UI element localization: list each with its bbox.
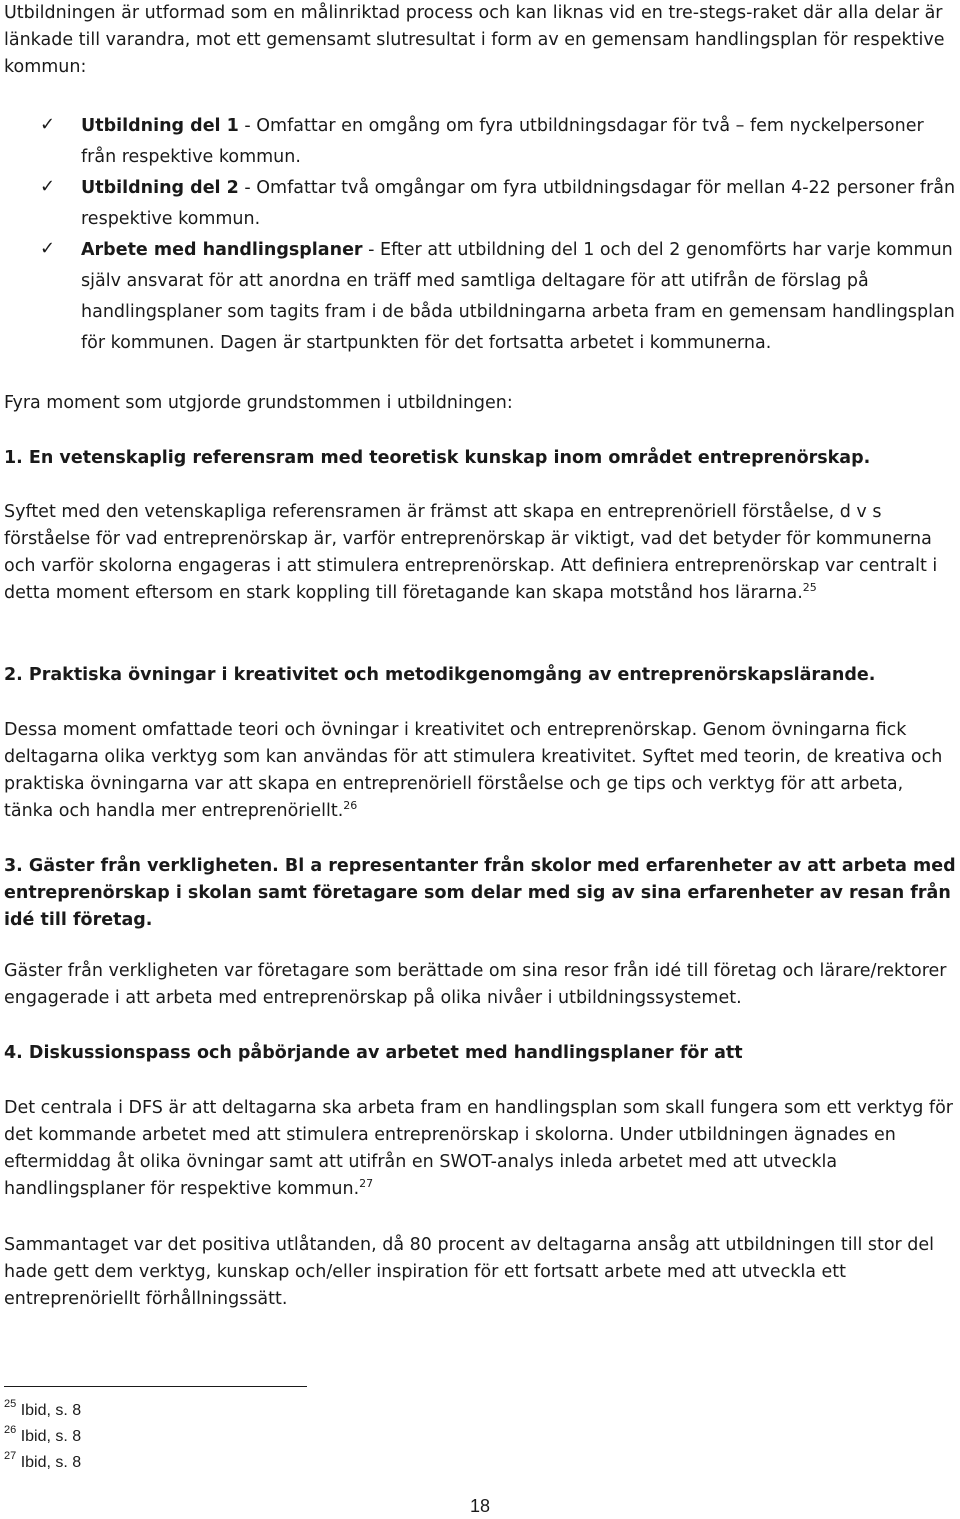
section-1-body	[4, 499, 956, 607]
checklist-item-text	[81, 173, 956, 235]
footnote-text: Ibid, s. 8	[16, 1428, 82, 1445]
checkmark-icon: ✓	[40, 238, 56, 259]
checklist-item-title: Utbildning del 1	[81, 116, 239, 136]
checkmark-icon: ✓	[40, 176, 56, 197]
checklist-item-description: - Efter att utbildning del 1 och del 2 genomförts har varje kommun själv ansvarat för att anordna en träff med samtliga deltagare för att utifrån de förslag på handlingsplaner som tagits fram i de båda utbildningarna arbeta fram en gemensam handlingsplan för kommunen. Dagen är startpunkten för det fortsatta arbetet i kommunerna.	[81, 240, 955, 353]
footnote-26	[4, 1424, 81, 1450]
section-3-body: Gäster från verkligheten var företagare som berättade om sina resor från idé till företag och lärare/rektorer engagerade i att arbeta med entreprenörskap på olika nivåer i utbildningssystemet.	[4, 961, 947, 1008]
footnotes	[4, 1398, 81, 1476]
checklist-item-text	[81, 111, 956, 173]
conclusion-paragraph: Sammantaget var det positiva utlåtanden, då 80 procent av deltagarna ansåg att utbildningen till stor del hade gett dem verktyg, kunskap och/eller inspiration för ett fortsatt arbete med att utveckla ett entreprenöriellt förhållningssätt.	[4, 1235, 935, 1309]
section-4-body	[4, 1095, 956, 1203]
footnote-text: Ibid, s. 8	[16, 1402, 82, 1419]
section-1-heading: 1. En vetenskaplig referensram med teoretisk kunskap inom området entreprenörskap.	[4, 448, 871, 468]
checklist-item-title: Utbildning del 2	[81, 178, 239, 198]
section-4-body-text: Det centrala i DFS är att deltagarna ska arbeta fram en handlingsplan som skall fungera som ett verktyg för det kommande arbetet med att stimulera entreprenörskap i skolorna. Under utbildningen ägnades en eftermiddag åt olika övningar samt att utifrån en SWOT-analys inleda arbetet med att utveckla handlingsplaner för respektive kommun.	[4, 1098, 953, 1199]
section-4-heading: 4. Diskussionspass och påbörjande av arbetet med handlingsplaner för att	[4, 1043, 743, 1063]
footnote-number: 26	[4, 1424, 17, 1436]
checklist-item-title: Arbete med handlingsplaner	[81, 240, 363, 260]
checklist-item-description: - Omfattar två omgångar om fyra utbildningsdagar för mellan 4-22 personer från respektive kommun.	[81, 178, 956, 229]
section-2-body-text: Dessa moment omfattade teori och övningar i kreativitet och entreprenörskap. Genom övningarna fick deltagarna olika verktyg som kan användas för att stimulera kreativitet. Syftet med teorin, de kreativa och praktiska övningarna var att skapa en entreprenöriell förståelse och ge tips och verktyg för att arbeta, tänka och handla mer entreprenöriellt.	[4, 720, 943, 821]
section-3-heading: 3. Gäster från verkligheten. Bl a representanter från skolor med erfarenheter av att arbeta med entreprenörskap i skolan samt företagare som delar med sig av sina erfarenheter av resan från idé till företag.	[4, 856, 956, 930]
footnote-ref-26: 26	[343, 799, 358, 812]
footnote-27	[4, 1450, 81, 1476]
moments-intro: Fyra moment som utgjorde grundstommen i utbildningen:	[4, 393, 513, 413]
footnote-25	[4, 1398, 81, 1424]
section-1-body-text: Syftet med den vetenskapliga referensramen är främst att skapa en entreprenöriell förståelse, d v s förståelse för vad entreprenörskap är, varför entreprenörskap är viktigt, vad det betyder för kommunerna och varför skolorna engageras i att stimulera entreprenörskap. Att definiera entreprenörskap var centralt i detta moment eftersom en stark koppling till företagande kan skapa motstånd hos lärarna.	[4, 502, 938, 603]
intro-paragraph: Utbildningen är utformad som en målinriktad process och kan liknas vid en tre-stegs-raket där alla delar är länkade till varandra, mot ett gemensamt slutresultat i form av en gemensam handlingsplan för respektive kommun:	[4, 3, 945, 77]
page-number: 18	[470, 1496, 491, 1516]
footnote-number: 27	[4, 1450, 17, 1462]
section-2-body	[4, 717, 956, 825]
footnote-text: Ibid, s. 8	[16, 1454, 82, 1471]
footnote-ref-25: 25	[802, 581, 817, 594]
footnote-ref-27: 27	[359, 1177, 374, 1190]
footnote-number: 25	[4, 1398, 17, 1410]
section-2-heading: 2. Praktiska övningar i kreativitet och metodikgenomgång av entreprenörskapslärande.	[4, 665, 876, 685]
checklist-item-text	[81, 235, 956, 359]
checklist-item-description: - Omfattar en omgång om fyra utbildningsdagar för två – fem nyckelpersoner från respektive kommun.	[81, 116, 924, 167]
footnote-divider	[4, 1386, 307, 1387]
checkmark-icon: ✓	[40, 114, 56, 135]
